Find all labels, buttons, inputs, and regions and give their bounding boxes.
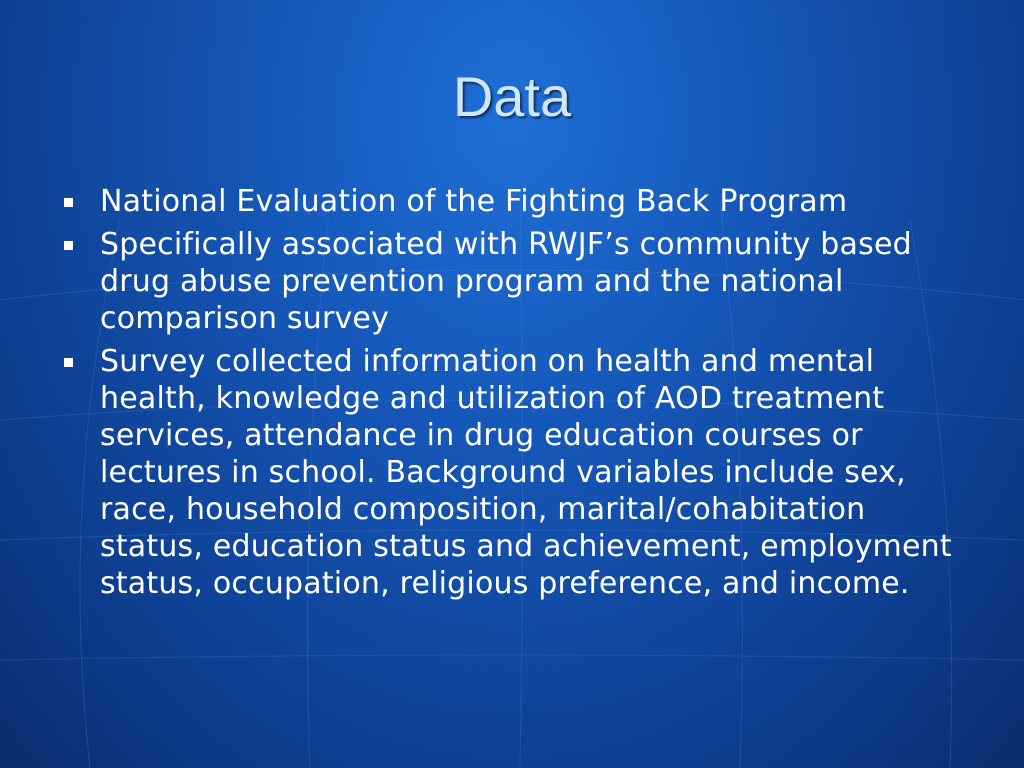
square-bullet-icon [64, 241, 73, 250]
bullet-item [100, 183, 970, 220]
bullet-text: National Evaluation of the Fighting Back Program [100, 184, 848, 219]
bullet-item [100, 226, 970, 337]
slide-title: Data [452, 65, 572, 128]
bullet-list [100, 183, 970, 608]
square-bullet-icon [64, 358, 73, 367]
bullet-text: Specifically associated with RWJF’s community based drug abuse prevention program and the national comparison survey [100, 227, 912, 336]
bullet-item [100, 343, 970, 602]
bullet-text: Survey collected information on health and mental health, knowledge and utilization of AOD treatment services, attendance in drug education courses or lectures in school. Background variables include sex, race, household composition, marital/cohabitation status, education status and achievement, employment status, occupation, religious preference, and income. [100, 344, 952, 601]
square-bullet-icon [64, 198, 73, 207]
